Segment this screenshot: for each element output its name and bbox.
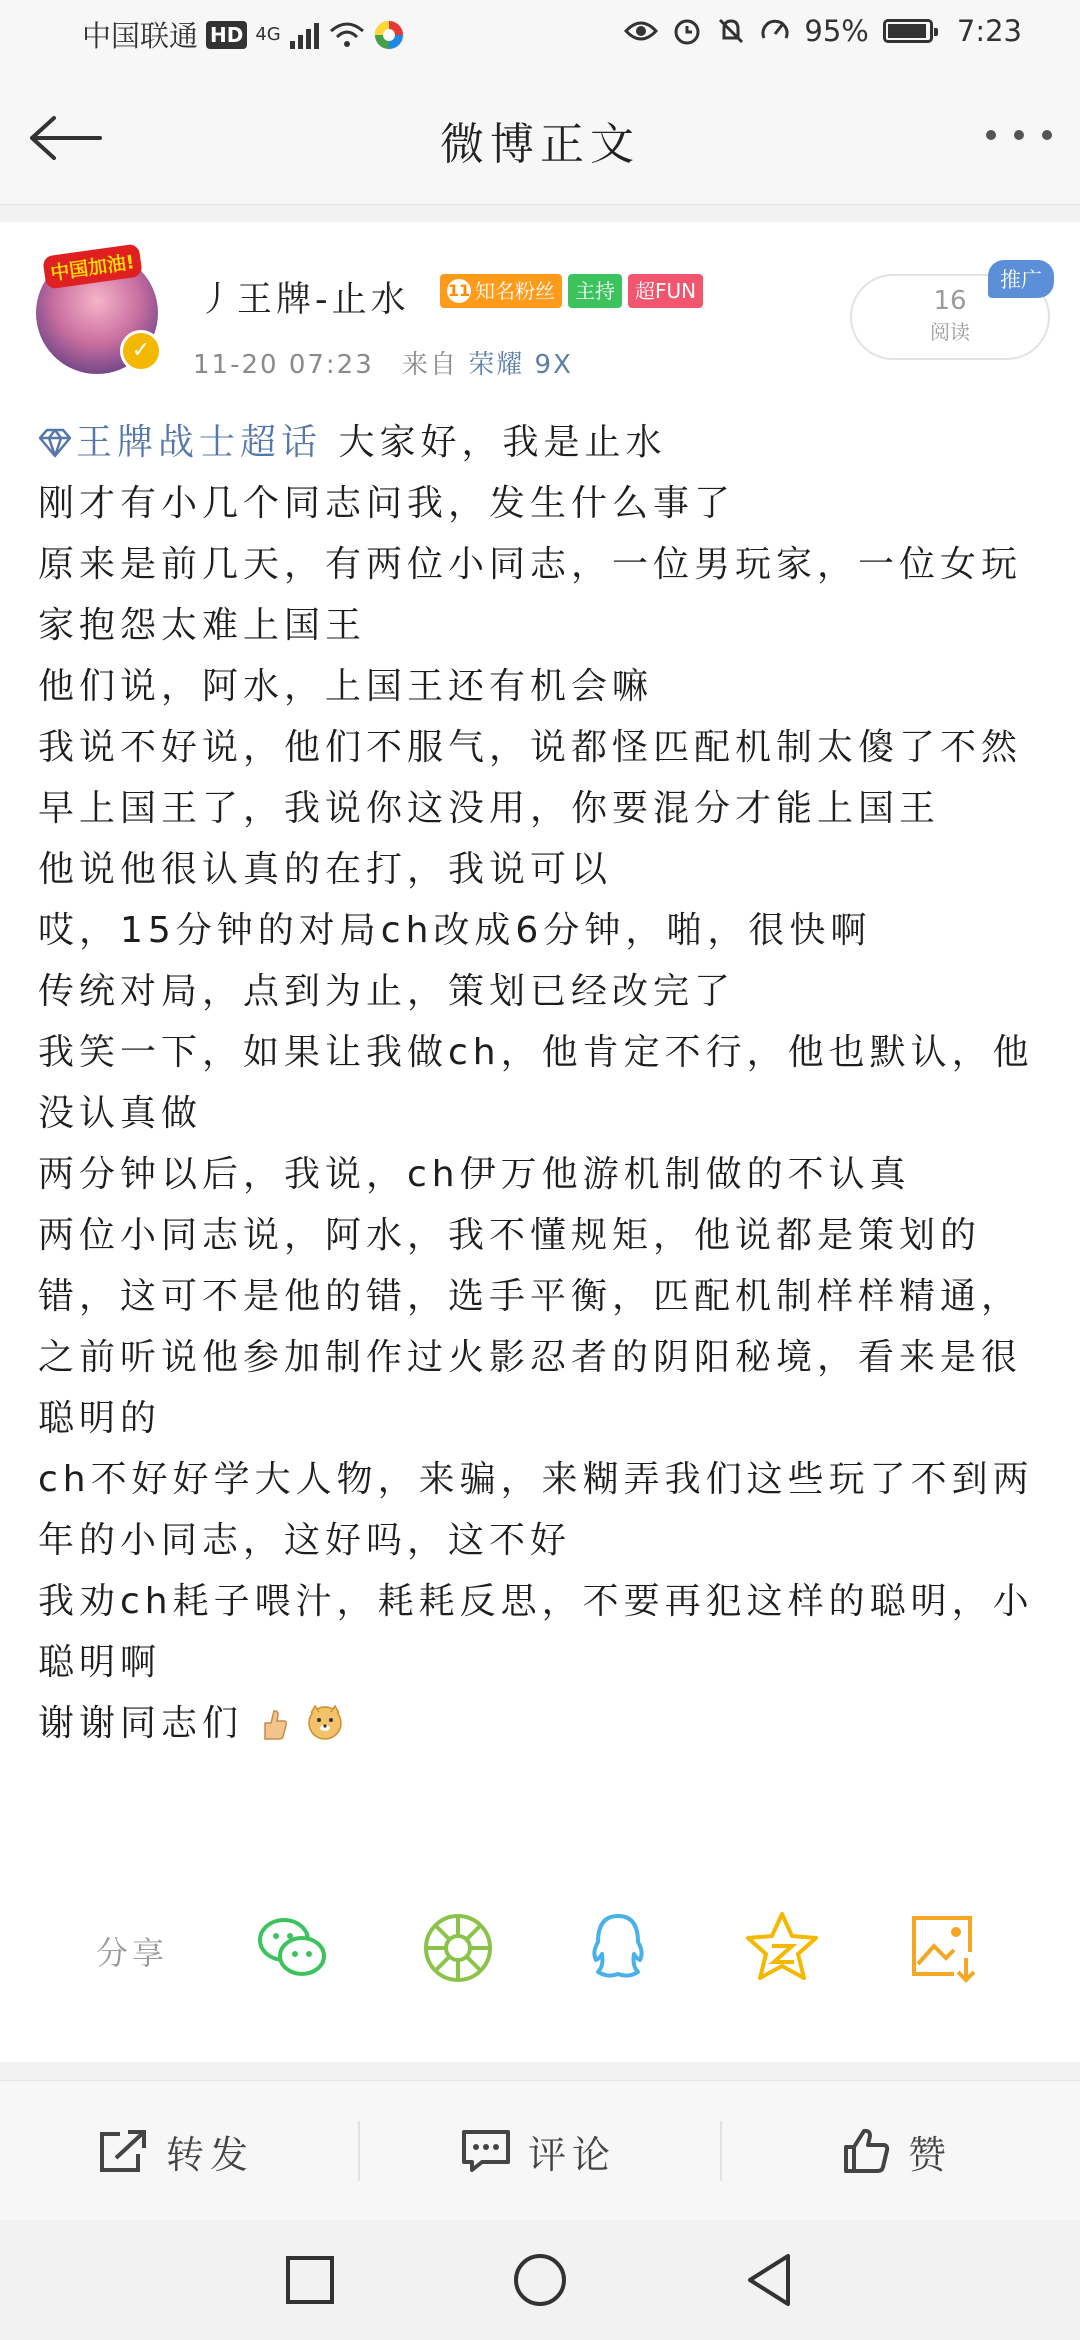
like-button[interactable] [842, 2081, 952, 2221]
status-bar [0, 0, 1080, 70]
repost-label: 转发 [166, 2132, 255, 2177]
app-notification-icon [373, 19, 405, 51]
qzone-icon[interactable] [742, 1908, 822, 1988]
read-count: 16 [933, 286, 967, 316]
network-label: 4G [255, 24, 281, 45]
post-meta [193, 344, 573, 381]
post-line: 刚才有小几个同志问我，发生什么事了 [38, 483, 736, 524]
post-line [38, 412, 1048, 473]
back-triangle-icon[interactable] [740, 2250, 800, 2310]
post-line: 他们说，阿水，上国王还有机会嘛 [38, 666, 654, 707]
clock: 7:23 [956, 14, 1022, 48]
divider [720, 2121, 722, 2181]
fan-badge[interactable] [440, 274, 562, 308]
share-label: 分享 [96, 1934, 169, 1972]
post-line: 哎，15分钟的对局ch改成6分钟，啪，很快啊 [38, 910, 872, 951]
username[interactable]: 丿王牌-止水 [198, 280, 410, 320]
action-bar [0, 2080, 1080, 2221]
recent-apps-icon[interactable] [280, 2250, 340, 2310]
repost-icon [98, 2128, 150, 2174]
wifi-icon [329, 21, 365, 49]
read-label: 阅读 [930, 320, 970, 344]
doge-emoji-icon [306, 1703, 344, 1741]
post-line: 我笑一下，如果让我做ch，他肯定不行，他也默认，他没认真做 [38, 1032, 1034, 1134]
speed-icon [760, 16, 790, 46]
post-line-text: 谢谢同志们 [38, 1703, 244, 1744]
divider [358, 2121, 360, 2181]
verified-icon: ✓ [120, 330, 162, 372]
signal-icon [289, 21, 321, 49]
post-line-text: 大家好，我是止水 [322, 422, 667, 463]
page-title: 微博正文 [440, 119, 640, 170]
hd-badge: HD [206, 21, 247, 49]
title-bar [0, 70, 1080, 205]
post-line: ch不好好学大人物，来骗，来糊弄我们这些玩了不到两年的小同志，这好吗，这不好 [38, 1459, 1034, 1561]
more-options-button[interactable] [986, 130, 1052, 140]
alarm-icon [672, 16, 702, 46]
post-line [38, 1693, 1048, 1754]
avatar[interactable] [36, 252, 158, 374]
system-nav-bar [0, 2220, 1080, 2340]
post-time: 11-20 07:23 [193, 350, 374, 380]
carrier-label: 中国联通 [82, 19, 199, 53]
repost-button[interactable] [98, 2081, 254, 2221]
post-line: 原来是前几天，有两位小同志，一位男玩家，一位女玩家抱怨太难上国王 [38, 544, 1023, 646]
home-icon[interactable] [510, 2250, 570, 2310]
thumbs-up-icon [842, 2127, 892, 2175]
comment-label: 评论 [528, 2132, 617, 2177]
post-card [0, 222, 1080, 2062]
post-line: 我说不好说，他们不服气，说都怪匹配机制太傻了不然早上国王了，我说你这没用，你要混分才能上国王 [38, 727, 1023, 829]
ad-badge: 推广 [988, 260, 1054, 298]
fan-badge-label: 知名粉丝 [475, 279, 555, 303]
comment-button[interactable] [460, 2081, 616, 2221]
qq-icon[interactable] [578, 1908, 658, 1988]
post-line: 两位小同志说，阿水，我不懂规矩，他说都是策划的错，这可不是他的错，选手平衡，匹配机制样样精通，之前听说他参加制作过火影忍者的阴阳秘境，看来是很聪明的 [38, 1215, 1023, 1439]
wechat-icon[interactable] [252, 1908, 332, 1988]
status-right [624, 14, 1022, 48]
more-dot-icon [986, 130, 996, 140]
post-line: 我劝ch耗子喂汁，耗耗反思，不要再犯这样的聪明，小聪明啊 [38, 1581, 1034, 1683]
battery-icon [883, 19, 933, 43]
status-left [82, 14, 405, 55]
fan-level: 11 [447, 279, 471, 303]
avatar-frame-label: 中国加油! [42, 243, 142, 289]
post-line: 两分钟以后，我说，ch伊万他游机制做的不认真 [38, 1154, 911, 1195]
fun-badge[interactable]: 超FUN [628, 274, 703, 308]
more-dot-icon [1014, 130, 1024, 140]
host-badge[interactable]: 主持 [568, 274, 622, 308]
battery-percent: 95% [804, 14, 869, 48]
moments-icon[interactable] [418, 1908, 498, 1988]
like-label: 赞 [908, 2132, 953, 2177]
save-image-icon[interactable] [904, 1908, 984, 1988]
topic-link[interactable] [38, 422, 322, 463]
topic-label: 王牌战士超话 [76, 422, 323, 463]
thumbs-up-emoji-icon [259, 1707, 289, 1741]
post-line: 传统对局，点到为止，策划已经改完了 [38, 971, 736, 1012]
diamond-icon [38, 428, 72, 458]
post-source[interactable]: 荣耀 9X [468, 350, 573, 380]
more-dot-icon [1042, 130, 1052, 140]
post-line: 他说他很认真的在打，我说可以 [38, 849, 613, 890]
mute-icon [716, 16, 746, 46]
post-content [38, 412, 1048, 1754]
user-badges [440, 274, 703, 308]
eye-icon [624, 19, 658, 43]
source-prefix: 来自 [402, 350, 459, 380]
share-row [0, 1892, 1080, 2012]
comment-icon [460, 2128, 512, 2174]
